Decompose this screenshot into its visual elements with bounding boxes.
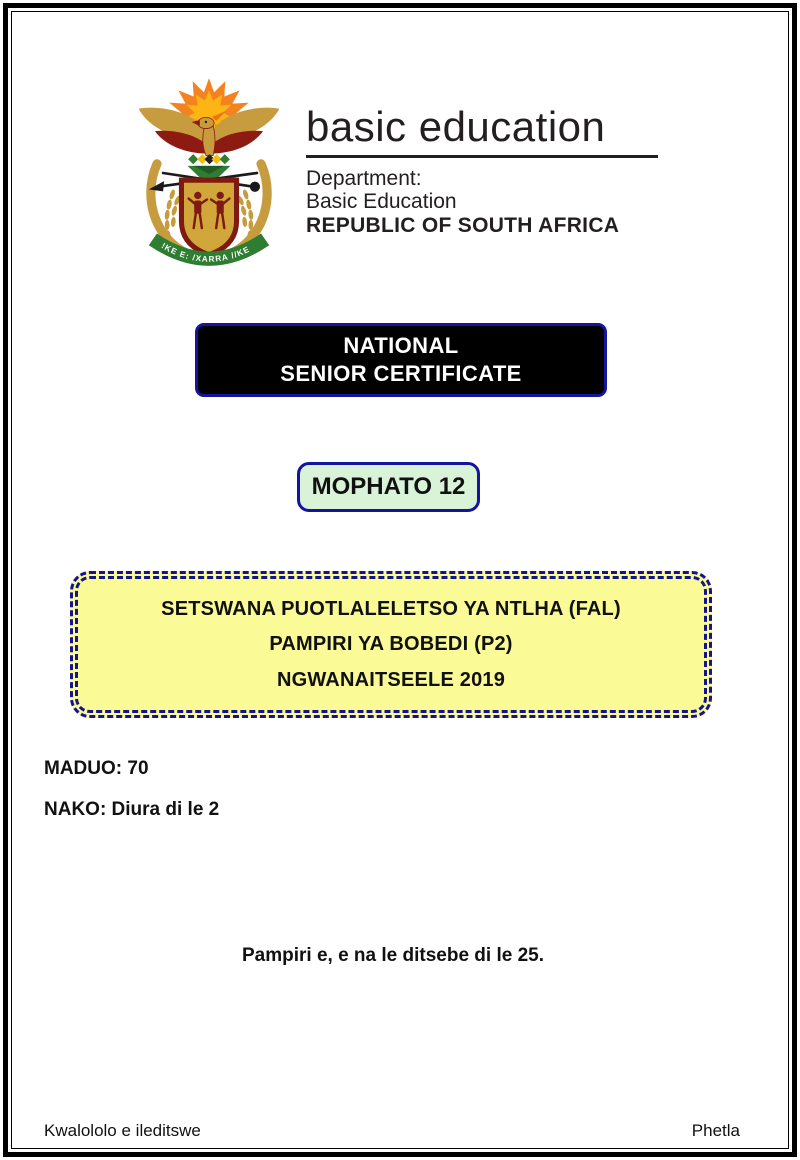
page-count-note: Pampiri e, e na le ditsebe di le 25.	[241, 945, 544, 966]
wordmark-rule	[306, 155, 658, 158]
copyright-note: Kwalololo e ileditswe	[44, 1121, 201, 1140]
grade-label: MOPHATO 12	[311, 473, 466, 500]
department-masthead	[306, 104, 666, 237]
page-footer	[0, 1121, 800, 1141]
paper-title: PAMPIRI YA BOBEDI (P2)	[269, 633, 513, 655]
subject-box	[70, 571, 712, 718]
coat-motto-text: !KE E: /XARRA //KE	[159, 241, 252, 264]
subject-box-inner	[75, 576, 707, 713]
country-name: REPUBLIC OF SOUTH AFRICA	[306, 213, 620, 237]
south-africa-coat-of-arms-icon	[126, 72, 292, 274]
turn-over-note: Phetla	[691, 1121, 740, 1140]
certificate-banner-line1: NATIONAL	[343, 333, 459, 358]
duration-detail: NAKO: Diura di le 2	[44, 799, 220, 820]
department-label: Department:	[306, 166, 422, 190]
grade-box	[297, 462, 480, 512]
marks-detail: MADUO: 70	[44, 758, 149, 779]
certificate-banner	[195, 323, 607, 397]
exam-session: NGWANAITSEELE 2019	[276, 668, 506, 691]
wordmark: basic education	[306, 103, 606, 150]
subject-title: SETSWANA PUOTLALELETSO YA NTLHA (FAL)	[161, 597, 621, 620]
certificate-banner-line2: SENIOR CERTIFICATE	[280, 361, 522, 386]
department-name: Basic Education	[306, 190, 457, 214]
shield	[181, 180, 236, 254]
checker-band	[188, 154, 230, 164]
